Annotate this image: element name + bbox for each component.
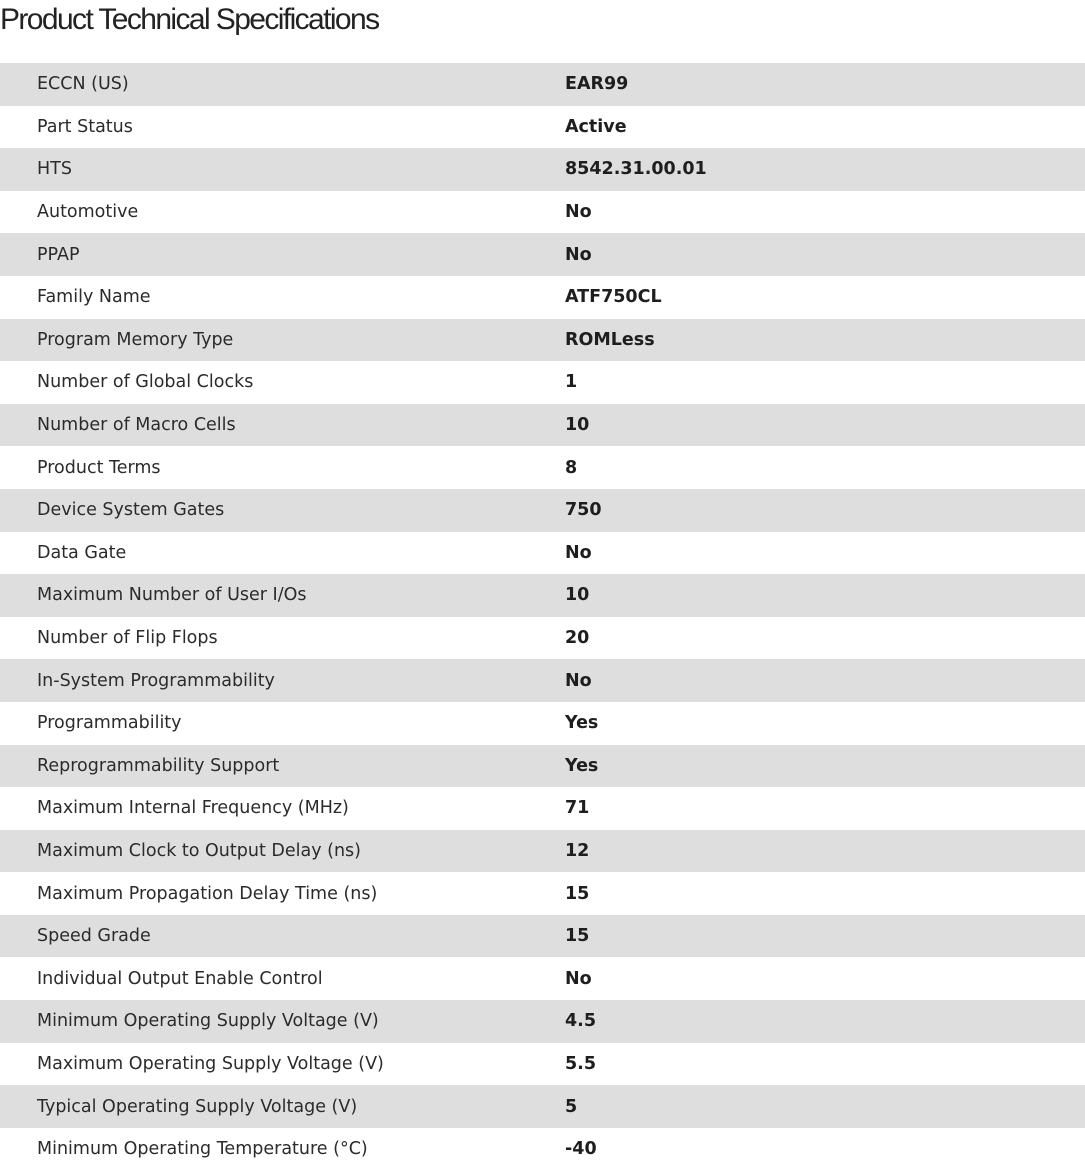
spec-value: ROMLess [565,319,1085,362]
table-row [0,574,1085,617]
table-row [0,830,1085,873]
spec-value: 5 [565,1085,1085,1128]
table-row [0,446,1085,489]
table-row [0,745,1085,788]
table-row [0,148,1085,191]
spec-name: Device System Gates [0,489,565,532]
spec-value: 8 [565,446,1085,489]
spec-name: Part Status [0,106,565,149]
spec-value: 10 [565,404,1085,447]
spec-name: Number of Global Clocks [0,361,565,404]
spec-value: -40 [565,1128,1085,1170]
spec-value: 15 [565,872,1085,915]
table-row [0,787,1085,830]
spec-value: No [565,957,1085,1000]
table-row [0,361,1085,404]
spec-name: Maximum Propagation Delay Time (ns) [0,872,565,915]
spec-name: Typical Operating Supply Voltage (V) [0,1085,565,1128]
table-row [0,106,1085,149]
table-row [0,1043,1085,1086]
spec-name: Product Terms [0,446,565,489]
spec-name: Speed Grade [0,915,565,958]
spec-name: Number of Macro Cells [0,404,565,447]
spec-value: 4.5 [565,1000,1085,1043]
spec-name: Programmability [0,702,565,745]
spec-name: Number of Flip Flops [0,617,565,660]
spec-name: Automotive [0,191,565,234]
table-row [0,532,1085,575]
spec-name: Maximum Clock to Output Delay (ns) [0,830,565,873]
spec-name: PPAP [0,233,565,276]
spec-name: Individual Output Enable Control [0,957,565,1000]
spec-table-body [0,63,1085,1170]
spec-name: Maximum Operating Supply Voltage (V) [0,1043,565,1086]
spec-value: No [565,532,1085,575]
spec-name: Program Memory Type [0,319,565,362]
spec-name: Maximum Number of User I/Os [0,574,565,617]
table-row [0,191,1085,234]
spec-value: 71 [565,787,1085,830]
table-row [0,659,1085,702]
spec-name: Data Gate [0,532,565,575]
spec-value: 10 [565,574,1085,617]
table-row [0,617,1085,660]
table-row [0,915,1085,958]
spec-name: Family Name [0,276,565,319]
spec-value: ATF750CL [565,276,1085,319]
spec-name: HTS [0,148,565,191]
spec-table [0,63,1085,1170]
table-row [0,63,1085,106]
table-row [0,489,1085,532]
table-row [0,1128,1085,1170]
spec-value: 750 [565,489,1085,532]
table-row [0,872,1085,915]
table-row [0,233,1085,276]
table-row [0,404,1085,447]
spec-value: 8542.31.00.01 [565,148,1085,191]
spec-value: No [565,233,1085,276]
spec-name: ECCN (US) [0,63,565,106]
spec-value: No [565,659,1085,702]
page-title: Product Technical Specifications [0,3,379,36]
spec-name: Minimum Operating Temperature (°C) [0,1128,565,1170]
table-row [0,319,1085,362]
table-row [0,276,1085,319]
spec-value: 20 [565,617,1085,660]
spec-value: 12 [565,830,1085,873]
spec-value: 5.5 [565,1043,1085,1086]
spec-value: Yes [565,745,1085,788]
spec-name: Reprogrammability Support [0,745,565,788]
table-row [0,957,1085,1000]
spec-name: In-System Programmability [0,659,565,702]
spec-value: Active [565,106,1085,149]
spec-value: 15 [565,915,1085,958]
spec-value: EAR99 [565,63,1085,106]
table-row [0,702,1085,745]
table-row [0,1000,1085,1043]
spec-value: 1 [565,361,1085,404]
table-row [0,1085,1085,1128]
spec-name: Maximum Internal Frequency (MHz) [0,787,565,830]
spec-name: Minimum Operating Supply Voltage (V) [0,1000,565,1043]
spec-value: No [565,191,1085,234]
spec-value: Yes [565,702,1085,745]
